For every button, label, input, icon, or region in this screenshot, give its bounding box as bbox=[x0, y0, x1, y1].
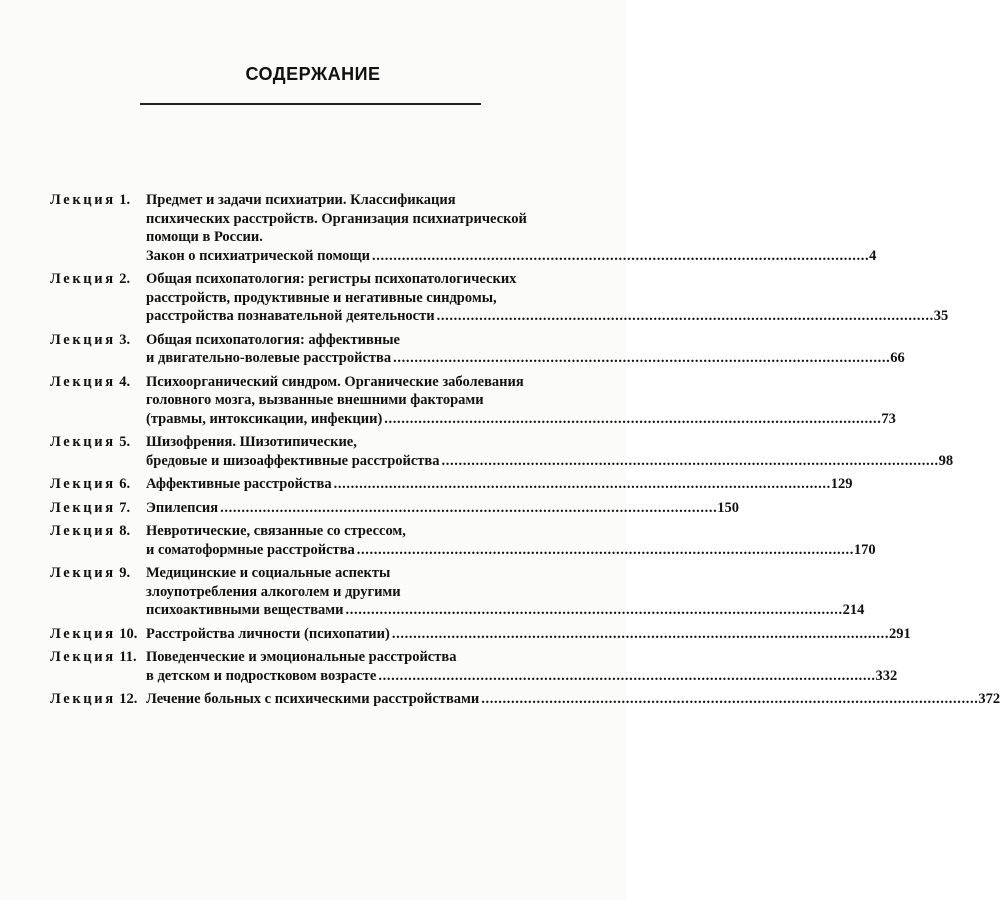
entry-line: Поведенческие и эмоциональные расстройства bbox=[146, 649, 457, 665]
lecture-number: 7. bbox=[119, 499, 131, 516]
entry-text bbox=[146, 373, 896, 429]
dot-leader bbox=[437, 307, 932, 326]
lecture-label bbox=[50, 648, 146, 667]
page-number: 150 bbox=[717, 499, 739, 516]
toc-entry[interactable] bbox=[50, 499, 739, 518]
lecture-label bbox=[50, 522, 146, 541]
entry-line: психических расстройств. Организация психиатрической bbox=[146, 210, 527, 227]
entry-line: бредовые и шизоаффективные расстройства bbox=[146, 452, 440, 469]
entry-line: Общая психопатология: регистры психопатологических bbox=[146, 271, 517, 287]
entry-text bbox=[146, 648, 897, 685]
toc-entry[interactable] bbox=[50, 191, 877, 265]
lecture-label bbox=[50, 499, 146, 518]
toc-entry[interactable] bbox=[50, 648, 898, 685]
entry-line: и двигательно-волевые расстройства bbox=[146, 350, 392, 366]
dot-leader bbox=[378, 667, 873, 686]
page-number: 214 bbox=[842, 602, 865, 618]
lecture-number: 11. bbox=[119, 649, 137, 665]
entry-line: психоактивными веществами bbox=[146, 602, 344, 618]
entry-text bbox=[146, 270, 948, 326]
toc-entry[interactable] bbox=[50, 270, 949, 326]
page-number: 170 bbox=[853, 541, 876, 558]
lecture-number: 1. bbox=[119, 192, 131, 208]
toc-entry[interactable] bbox=[50, 564, 865, 620]
lecture-number: 10. bbox=[119, 625, 138, 642]
toc-entry[interactable] bbox=[50, 690, 1000, 709]
entry-last-line bbox=[146, 307, 948, 326]
entry-last-line bbox=[146, 247, 876, 266]
entry-text bbox=[146, 522, 876, 559]
page-title: СОДЕРЖАНИЕ bbox=[245, 64, 381, 84]
lecture-word: Лекция bbox=[50, 373, 116, 390]
toc-entry[interactable] bbox=[50, 331, 905, 368]
entry-last-line bbox=[146, 690, 1000, 709]
entry-last-line bbox=[146, 541, 876, 560]
lecture-label bbox=[50, 625, 146, 644]
entry-line: Закон о психиатрической помощи bbox=[146, 247, 370, 264]
lecture-number: 2. bbox=[119, 271, 131, 287]
entry-text bbox=[146, 690, 1000, 709]
lecture-word: Лекция bbox=[50, 434, 116, 450]
page-number: 291 bbox=[888, 625, 911, 642]
entry-line: Предмет и задачи психиатрии. Классификация bbox=[146, 192, 456, 208]
entry-text bbox=[146, 433, 953, 470]
entry-line: (травмы, интоксикации, инфекции) bbox=[146, 410, 383, 427]
page-number: 66 bbox=[890, 350, 905, 366]
dot-leader bbox=[393, 349, 888, 368]
entry-text bbox=[146, 564, 864, 620]
page-number: 129 bbox=[830, 476, 853, 492]
entry-last-line bbox=[146, 499, 739, 518]
lecture-label bbox=[50, 564, 146, 583]
page-number: 35 bbox=[933, 308, 949, 324]
entry-text bbox=[146, 331, 905, 368]
entry-text bbox=[146, 475, 853, 494]
title-underline bbox=[140, 103, 481, 105]
lecture-number: 8. bbox=[119, 523, 131, 539]
lecture-word: Лекция bbox=[50, 499, 116, 516]
lecture-word: Лекция bbox=[50, 625, 116, 642]
toc-entry[interactable] bbox=[50, 522, 876, 559]
lecture-word: Лекция bbox=[50, 691, 116, 707]
toc-entry[interactable] bbox=[50, 475, 853, 494]
dot-leader bbox=[357, 541, 852, 560]
entry-line: Медицинские и социальные аспекты bbox=[146, 565, 391, 581]
table-of-contents bbox=[50, 191, 1000, 714]
entry-text bbox=[146, 191, 876, 265]
page-number: 332 bbox=[875, 667, 898, 684]
entry-line: Расстройства личности (психопатии) bbox=[146, 625, 390, 642]
page-number: 98 bbox=[938, 452, 954, 469]
lecture-label bbox=[50, 373, 146, 392]
toc-entry[interactable] bbox=[50, 373, 896, 429]
entry-line: Аффективные расстройства bbox=[146, 476, 332, 492]
entry-line: Эпилепсия bbox=[146, 499, 219, 516]
entry-last-line bbox=[146, 475, 853, 494]
toc-entry[interactable] bbox=[50, 433, 954, 470]
lecture-word: Лекция bbox=[50, 192, 116, 208]
lecture-label bbox=[50, 191, 146, 210]
entry-last-line bbox=[146, 625, 911, 644]
entry-line: помощи в России. bbox=[146, 229, 263, 245]
dot-leader bbox=[334, 475, 829, 494]
entry-line: расстройств, продуктивные и негативные синдромы, bbox=[146, 289, 497, 306]
lecture-word: Лекция bbox=[50, 649, 116, 665]
lecture-label bbox=[50, 331, 146, 350]
entry-last-line bbox=[146, 349, 905, 368]
entry-line: Психоорганический синдром. Органические заболевания bbox=[146, 373, 524, 390]
page-number: 73 bbox=[881, 410, 896, 427]
lecture-word: Лекция bbox=[50, 565, 116, 581]
entry-text bbox=[146, 625, 911, 644]
dot-leader bbox=[442, 452, 937, 471]
entry-line: Лечение больных с психическими расстройствами bbox=[146, 691, 480, 707]
entry-line: и соматоформные расстройства bbox=[146, 541, 355, 558]
lecture-word: Лекция bbox=[50, 523, 116, 539]
dot-leader bbox=[220, 499, 715, 518]
lecture-number: 6. bbox=[119, 476, 131, 492]
entry-line: расстройства познавательной деятельности bbox=[146, 308, 435, 324]
entry-text bbox=[146, 499, 739, 518]
toc-entry[interactable] bbox=[50, 625, 911, 644]
entry-last-line bbox=[146, 452, 953, 471]
dot-leader bbox=[384, 410, 879, 429]
entry-line: Невротические, связанные со стрессом, bbox=[146, 523, 406, 539]
lecture-number: 12. bbox=[119, 691, 138, 707]
entry-line: в детском и подростковом возрасте bbox=[146, 667, 377, 684]
lecture-number: 9. bbox=[119, 565, 131, 581]
entry-line: Шизофрения. Шизотипические, bbox=[146, 434, 357, 450]
page-number: 4 bbox=[869, 247, 877, 264]
lecture-label bbox=[50, 270, 146, 289]
entry-last-line bbox=[146, 410, 896, 429]
lecture-label bbox=[50, 433, 146, 452]
lecture-label bbox=[50, 475, 146, 494]
dot-leader bbox=[392, 625, 887, 644]
entry-last-line bbox=[146, 601, 864, 620]
dot-leader bbox=[481, 690, 976, 709]
entry-last-line bbox=[146, 667, 897, 686]
lecture-word: Лекция bbox=[50, 476, 116, 492]
page-number: 372 bbox=[978, 691, 1000, 707]
lecture-label bbox=[50, 690, 146, 709]
lecture-number: 3. bbox=[119, 331, 131, 348]
entry-line: головного мозга, вызванные внешними факторами bbox=[146, 392, 484, 408]
entry-line: Общая психопатология: аффективные bbox=[146, 331, 400, 348]
lecture-number: 5. bbox=[119, 434, 131, 450]
lecture-word: Лекция bbox=[50, 271, 116, 287]
dot-leader bbox=[372, 247, 867, 266]
dot-leader bbox=[346, 601, 841, 620]
entry-line: злоупотребления алкоголем и другими bbox=[146, 583, 401, 600]
lecture-word: Лекция bbox=[50, 331, 116, 348]
lecture-number: 4. bbox=[119, 373, 131, 390]
